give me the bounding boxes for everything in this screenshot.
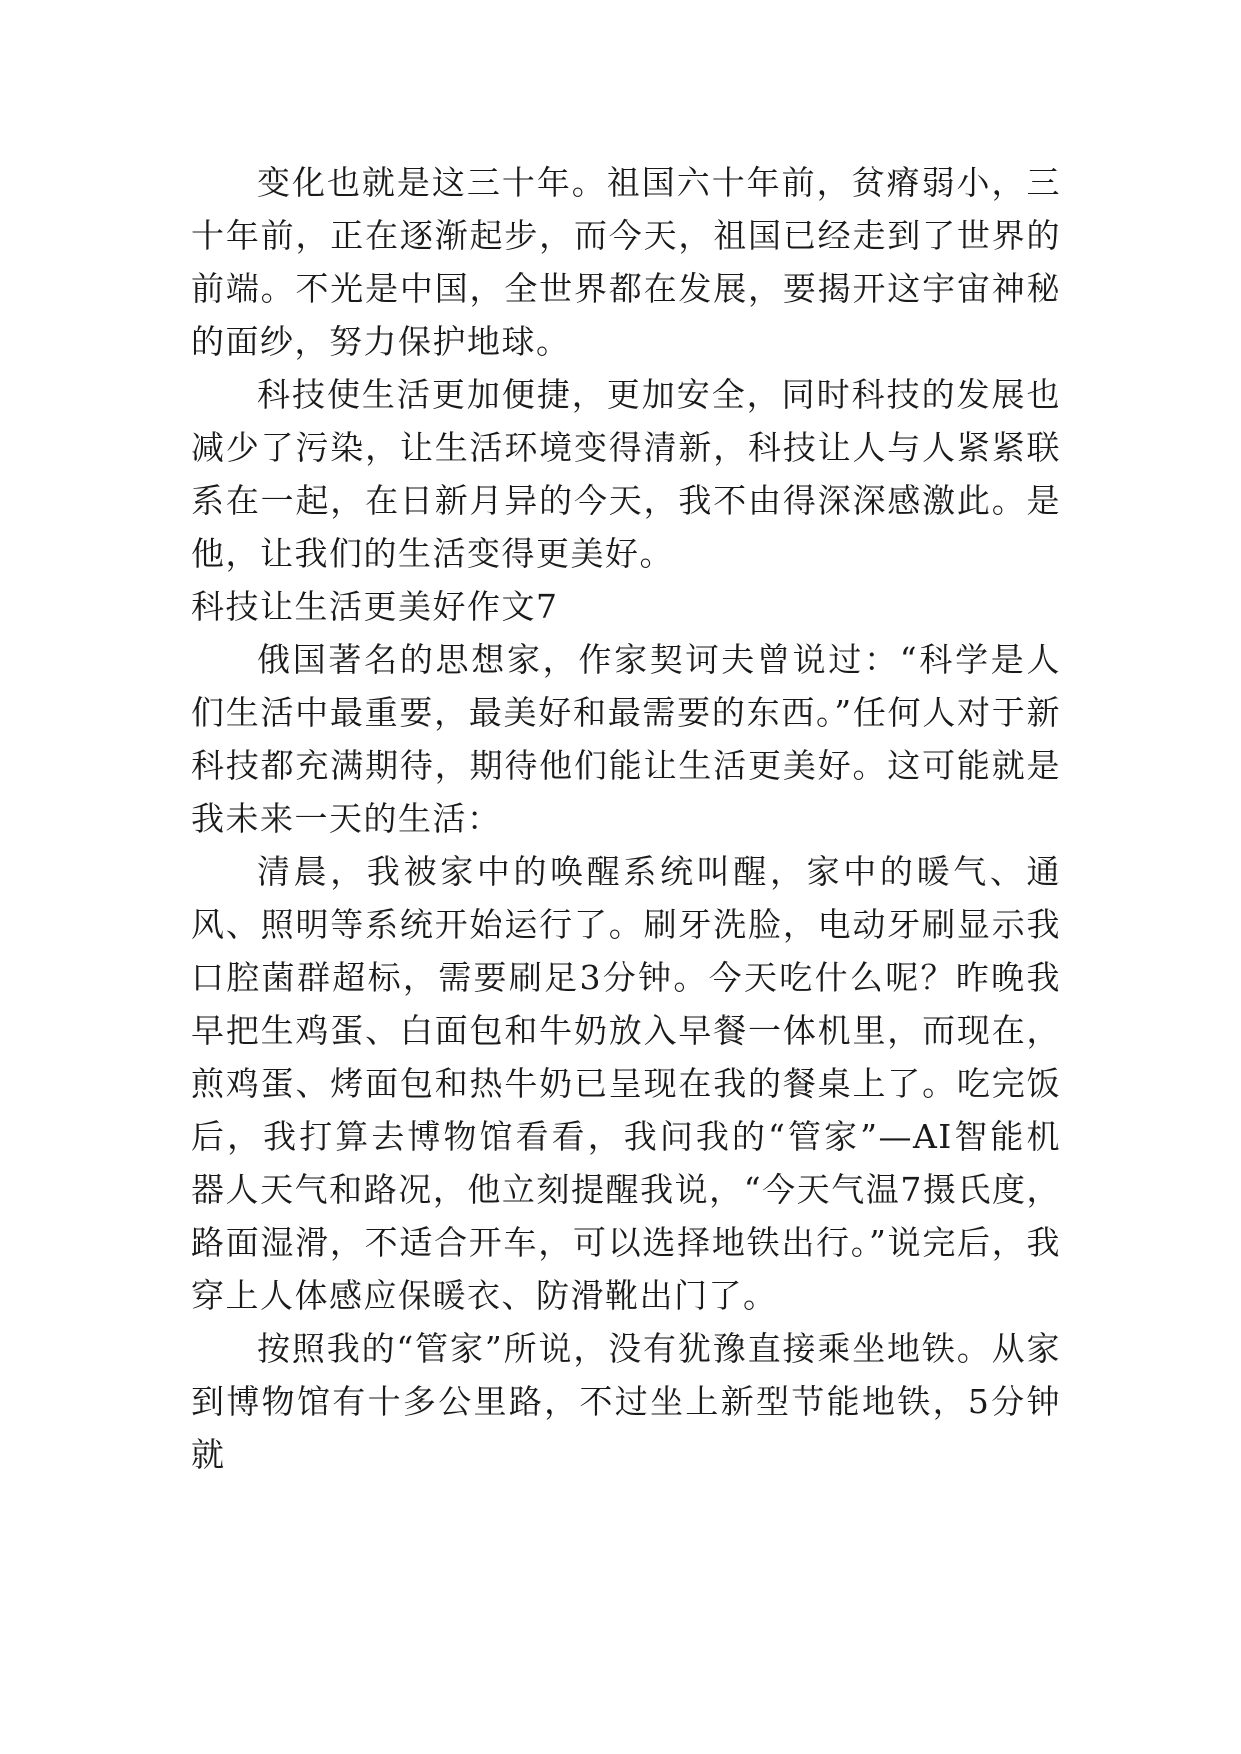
paragraph-technology-convenience: 科技使生活更加便捷，更加安全，同时科技的发展也减少了污染，让生活环境变得清新，科技让人与人紧紧联系在一起，在日新月异的今天，我不由得深深感激此。是他，让我们的生活变得更美好。 bbox=[191, 375, 1061, 573]
paragraph-chekhov-quote: 俄国著名的思想家，作家契诃夫曾说过：“科学是人们生活中最重要，最美好和最需要的东西。”任何人对于新科技都充满期待，期待他们能让生活更美好。这可能就是我未来一天的生活： bbox=[191, 640, 1061, 838]
paragraph-morning-routine: 清晨，我被家中的唤醒系统叫醒，家中的暖气、通风、照明等系统开始运行了。刷牙洗脸，电动牙刷显示我口腔菌群超标，需要刷足3分钟。今天吃什么呢？昨晚我早把生鸡蛋、白面包和牛奶放入早餐一体机里，而现在，煎鸡蛋、烤面包和热牛奶已呈现在我的餐桌上了。吃完饭后，我打算去博物馆看看，我问我的“管家”—AI智能机器人天气和路况，他立刻提醒我说，“今天气温7摄氏度，路面湿滑，不适合开车，可以选择地铁出行。”说完后，我穿上人体感应保暖衣、防滑靴出门了。 bbox=[191, 852, 1061, 1315]
paragraph-subway-trip: 按照我的“管家”所说，没有犹豫直接乘坐地铁。从家到博物馆有十多公里路，不过坐上新型节能地铁，5分钟就 bbox=[191, 1329, 1061, 1474]
document-body bbox=[191, 156, 1061, 1481]
essay-heading: 科技让生活更美好作文7 bbox=[191, 587, 559, 626]
paragraph-changes-thirty-years: 变化也就是这三十年。祖国六十年前，贫瘠弱小，三十年前，正在逐渐起步，而今天，祖国已经走到了世界的前端。不光是中国，全世界都在发展，要揭开这宇宙神秘的面纱，努力保护地球。 bbox=[191, 163, 1061, 361]
